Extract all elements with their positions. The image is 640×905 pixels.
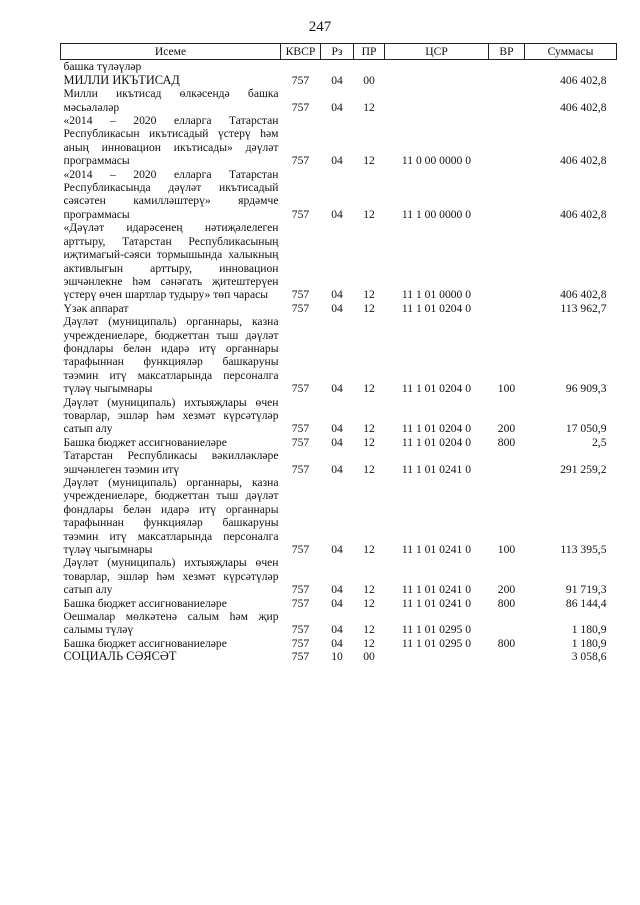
cell-rz: 04 [331,543,343,557]
cell-sum [525,60,617,74]
cell-sum: 1 180,9 [571,623,607,637]
cell-kvsr: 757 [291,462,310,476]
cell-kvsr: 757 [291,636,310,650]
cell-name: Татарстан Республикасы вәкилләкләре эшчәнлеген тәэмин итү [63,449,279,476]
cell-rz: 04 [331,382,343,396]
cell-kvsr: 757 [291,435,310,449]
cell-vr [489,74,525,87]
cell-pr: 12 [363,623,375,637]
cell-csr [385,650,489,663]
cell-csr: 11 1 01 0204 0 [401,301,472,315]
cell-vr [489,87,525,114]
cell-pr: 12 [363,382,375,396]
cell-name: Дәүләт (муниципаль) органнары, казна учреждениеләре, бюджеттан тыш дәүләт фондлары белән идарә итү органнары тарафыннан функцияләр башкаруны тәэмин итү максатларында персоналга түләү чыгымнары [63,476,279,557]
cell-name: Башка бюджет ассигнованиеләре [63,435,227,449]
cell-pr: 12 [363,583,375,597]
cell-name: «2014 – 2020 елларга Татарстан Республикасында дәүләт икътисадый сәясәтен камилләштерү» ярдәмче программасы [63,167,279,221]
cell-sum: 113 395,5 [560,543,607,557]
cell-rz: 04 [331,207,343,221]
cell-csr [385,74,489,87]
cell-vr [489,114,525,168]
table-row [61,168,617,222]
cell-name: СОЦИАЛЬ СӘЯСӘТ [63,649,177,664]
cell-kvsr: 757 [291,288,310,302]
cell-csr: 11 1 01 0204 0 [401,435,472,449]
cell-pr: 12 [363,154,375,168]
cell-kvsr: 757 [291,583,310,597]
column-header-sum: Суммасы [525,44,617,60]
cell-vr: 200 [497,583,516,597]
table-row [61,60,617,74]
column-header-kvsr: КВСР [281,44,321,60]
column-header-name: Исеме [61,44,281,60]
cell-pr: 12 [363,100,375,114]
cell-vr [489,449,525,476]
table-header-row [61,44,617,60]
cell-vr: 100 [497,382,516,396]
table-row [61,556,617,596]
cell-csr: 11 1 01 0295 0 [401,636,472,650]
cell-rz: 04 [331,583,343,597]
table-row [61,610,617,637]
cell-name: «Дәүләт идарәсенең нәтиҗәлелеген арттыру, Татарстан Республикасының иҗтимагый-сәяси тормышында халыкның активлыгын арттыру, инновацион эшчәнлекне һәм сәнәгать җитештерүен үстерү өчен шартлар тудыру» төп чарасы [63,221,279,302]
cell-kvsr: 757 [291,154,310,168]
cell-rz: 04 [331,288,343,302]
cell-vr [489,221,525,301]
cell-name: башка түләүләр [63,60,142,74]
cell-pr: 12 [363,435,375,449]
cell-name: «2014 – 2020 елларга Татарстан Республикасын икътисадый үстерү һәм аның инновацион икътисады» дәүләт программасы [63,114,279,168]
cell-sum: 1 180,9 [571,636,607,650]
cell-csr: 11 1 01 0204 0 [401,422,472,436]
cell-kvsr: 757 [291,100,310,114]
table-row [61,302,617,315]
table-row [61,221,617,301]
cell-sum: 291 259,2 [560,462,607,476]
cell-kvsr: 757 [291,596,310,610]
table-row [61,74,617,87]
cell-csr: 11 1 01 0204 0 [401,382,472,396]
cell-vr: 800 [497,435,516,449]
cell-name: Башка бюджет ассигнованиеләре [63,596,227,610]
cell-kvsr: 757 [291,422,310,436]
cell-pr: 12 [363,422,375,436]
cell-pr: 12 [363,543,375,557]
cell-rz: 04 [331,154,343,168]
column-header-csr: ЦСР [385,44,489,60]
cell-name: Дәүләт (муниципаль) ихтыяҗлары өчен товарлар, эшләр һәм хезмәт күрсәтүләр сатып алу [63,395,279,436]
cell-vr [489,302,525,315]
cell-sum: 91 719,3 [565,583,607,597]
cell-sum: 406 402,8 [560,100,607,114]
cell-kvsr: 757 [291,301,310,315]
page-number: 247 [308,19,332,35]
cell-name: МИЛЛИ ИКЪТИСАД [63,72,180,87]
column-header-vr: ВР [489,44,525,60]
cell-rz: 04 [331,462,343,476]
table-row [61,597,617,610]
cell-name: Үзәк аппарат [63,301,129,315]
cell-rz: 04 [331,435,343,449]
cell-csr: 11 0 00 0000 0 [401,154,472,168]
table-row [61,315,617,395]
cell-rz: 04 [331,73,343,87]
cell-vr: 800 [497,596,516,610]
cell-kvsr: 757 [291,650,310,664]
cell-csr: 11 1 01 0295 0 [401,623,472,637]
cell-vr: 200 [497,422,516,436]
cell-pr: 00 [363,650,375,664]
cell-kvsr: 757 [291,623,310,637]
cell-kvsr: 757 [291,382,310,396]
cell-rz: 04 [331,596,343,610]
table-row [61,114,617,168]
cell-kvsr [281,60,321,74]
table-row [61,396,617,436]
cell-name: Дәүләт (муниципаль) ихтыяҗлары өчен товарлар, эшләр һәм хезмәт күрсәтүләр сатып алу [63,556,279,597]
cell-name: Оешмалар мөлкәтенә салым һәм җир салымы түләү [63,610,279,637]
cell-rz [321,60,354,74]
cell-kvsr: 757 [291,207,310,221]
table-row [61,449,617,476]
cell-vr: 100 [497,543,516,557]
table-body [61,60,617,664]
cell-vr [489,650,525,663]
cell-csr: 11 1 01 0241 0 [401,583,472,597]
cell-vr [489,610,525,637]
cell-sum: 406 402,8 [560,288,607,302]
cell-pr: 12 [363,288,375,302]
cell-name: Башка бюджет ассигнованиеләре [63,636,227,650]
table-row [61,436,617,449]
cell-sum: 406 402,8 [560,154,607,168]
cell-pr: 12 [363,596,375,610]
column-header-pr: ПР [354,44,385,60]
cell-sum: 17 050,9 [565,422,607,436]
cell-name: Милли икътисад өлкәсендә башка мәсьәләләр [63,87,279,114]
cell-pr: 12 [363,462,375,476]
cell-csr: 11 1 01 0241 0 [401,543,472,557]
cell-rz: 04 [331,100,343,114]
cell-kvsr: 757 [291,73,310,87]
cell-pr: 12 [363,301,375,315]
cell-sum: 2,5 [592,435,607,449]
cell-sum: 96 909,3 [565,382,607,396]
cell-vr: 800 [497,636,516,650]
cell-csr: 11 1 01 0000 0 [401,288,472,302]
cell-vr [489,168,525,222]
table-row [61,650,617,663]
cell-sum: 3 058,6 [571,650,607,664]
budget-table [60,43,617,664]
cell-pr [354,60,385,74]
table-row [61,637,617,650]
cell-csr: 11 1 01 0241 0 [401,462,472,476]
cell-sum: 406 402,8 [560,207,607,221]
cell-pr: 00 [363,73,375,87]
cell-csr: 11 1 00 0000 0 [401,207,472,221]
cell-vr [489,60,525,74]
cell-rz: 04 [331,623,343,637]
cell-rz: 04 [331,422,343,436]
cell-rz: 04 [331,636,343,650]
column-header-rz: Рз [321,44,354,60]
cell-csr [385,60,489,74]
cell-rz: 10 [331,650,343,664]
cell-csr [385,87,489,114]
cell-csr: 11 1 01 0241 0 [401,596,472,610]
cell-sum: 406 402,8 [560,73,607,87]
cell-kvsr: 757 [291,543,310,557]
cell-sum: 86 144,4 [565,596,607,610]
table-row [61,476,617,556]
table-row [61,87,617,114]
cell-rz: 04 [331,301,343,315]
cell-name: Дәүләт (муниципаль) органнары, казна учреждениеләре, бюджеттан тыш дәүләт фондлары белән идарә итү органнары тарафыннан функцияләр башкаруны тәэмин итү максатларында персоналга түләү чыгымнары [63,315,279,396]
cell-pr: 12 [363,207,375,221]
cell-pr: 12 [363,636,375,650]
cell-sum: 113 962,7 [560,301,607,315]
